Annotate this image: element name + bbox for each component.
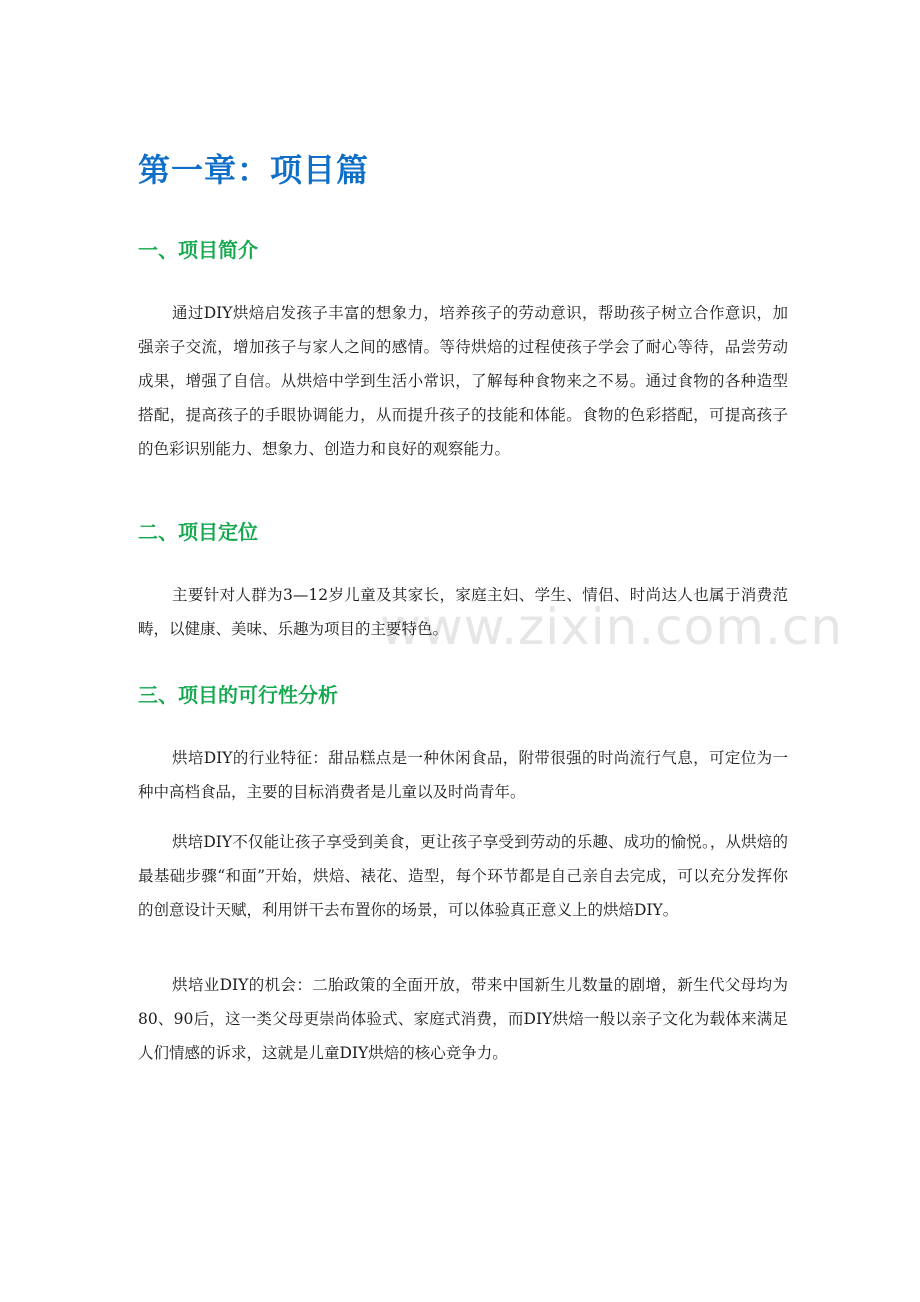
watermark: www.zixin.com.cn [380,598,844,656]
paragraph-positioning: 主要针对人群为3—12岁儿童及其家长，家庭主妇、学生、情侣、时尚达人也属于消费范畴，以健康、美味、乐趣为项目的主要特色。 [138,586,788,638]
paragraph-feasibility-experience: 烘培DIY不仅能让孩子享受到美食，更让孩子享受到劳动的乐趣、成功的愉悦。，从烘焙的最基础步骤“和面”开始，烘焙、裱花、造型，每个环节都是自己亲自去完成，可以充分发挥你的创意设计天赋，利用饼干去布置你的场景，可以体验真正意义上的烘焙DIY。 [138,833,788,919]
paragraph-intro: 通过DIY烘焙启发孩子丰富的想象力，培养孩子的劳动意识，帮助孩子树立合作意识，加强亲子交流，增加孩子与家人之间的感情。等待烘焙的过程使孩子学会了耐心等待，品尝劳动成果，增强了自信。从烘焙中学到生活小常识，了解每种食物来之不易。通过食物的各种造型搭配，提高孩子的手眼协调能力，从而提升孩子的技能和体能。食物的色彩搭配，可提高孩子的色彩识别能力、想象力、创造力和良好的观察能力。 [138,304,788,458]
paragraph-feasibility-opportunity: 烘培业DIY的机会：二胎政策的全面开放，带来中国新生儿数量的剧增，新生代父母均为80、90后，这一类父母更崇尚体验式、家庭式消费，而DIY烘焙一般以亲子文化为载体来满足人们情感的诉求，这就是儿童DIY烘焙的核心竞争力。 [138,976,788,1062]
section-heading-positioning: 二、项目定位 [138,520,258,544]
section-heading-feasibility: 三、项目的可行性分析 [138,683,338,707]
chapter-title: 第一章：项目篇 [138,151,370,189]
section-heading-intro: 一、项目简介 [138,238,258,262]
paragraph-feasibility-industry: 烘培DIY的行业特征：甜品糕点是一种休闲食品，附带很强的时尚流行气息，可定位为一种中高档食品，主要的目标消费者是儿童以及时尚青年。 [138,749,788,801]
